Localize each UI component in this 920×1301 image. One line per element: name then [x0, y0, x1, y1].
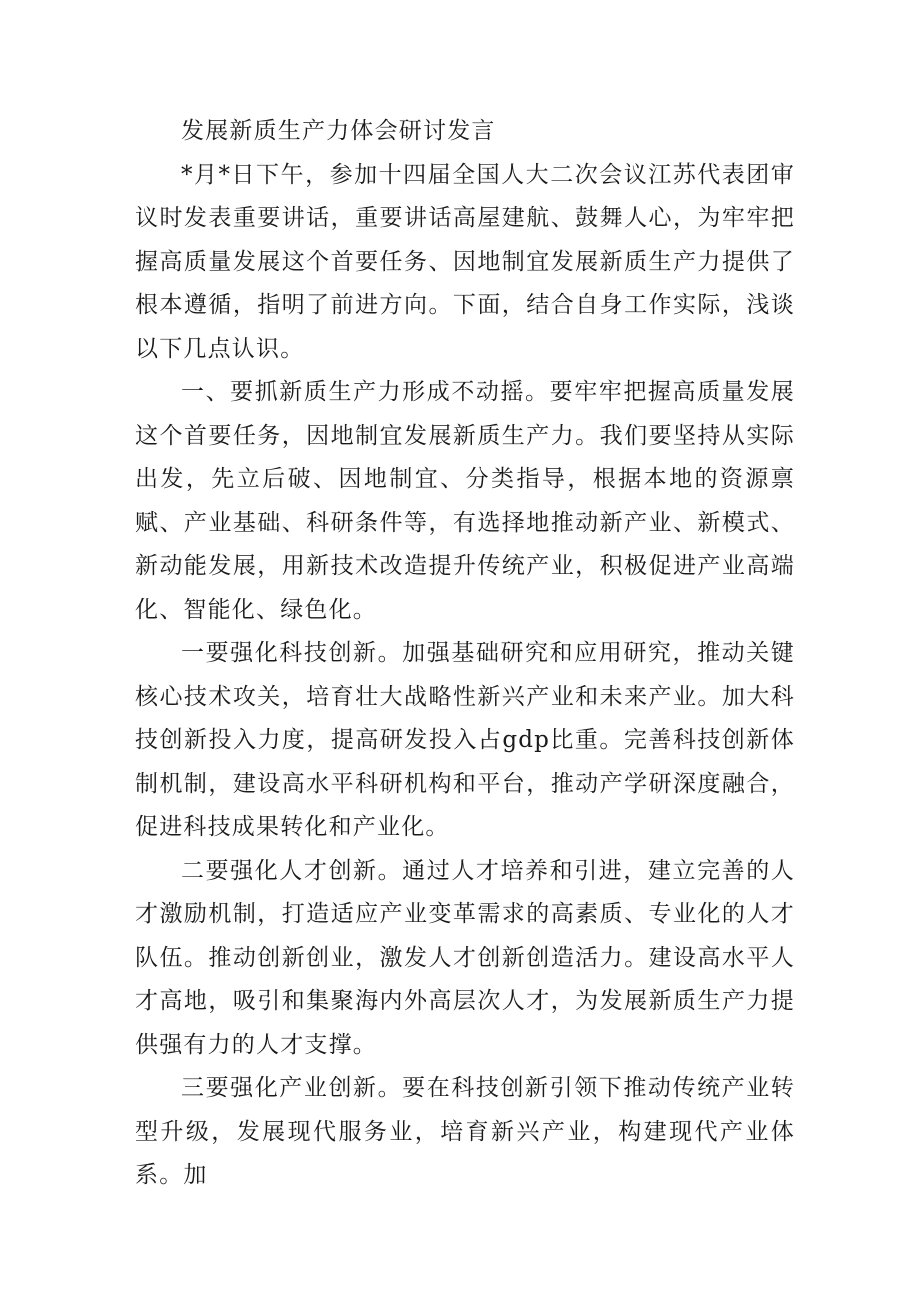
- paragraph-industry-innovation: 三要强化产业创新。要在科技创新引领下推动传统产业转型升级，发展现代服务业，培育新兴产业，构建现代产业体系。加: [135, 1075, 795, 1188]
- paragraph-intro: *月*日下午，参加十四届全国人大二次会议江苏代表团审议时发表重要讲话，重要讲话高屋建航、鼓舞人心，为牢牢把握高质量发展这个首要任务、因地制宜发展新质生产力提供了根本遵循，指明了前进方向。下面，结合自身工作实际，浅谈以下几点认识。: [135, 161, 795, 362]
- paragraph-tech-innovation: 一要强化科技创新。加强基础研究和应用研究，推动关键核心技术攻关，培育壮大战略性新兴产业和未来产业。加大科技创新投入力度，提高研发投入占gdp比重。完善科技创新体制机制，建设高水平科研机构和平台，推动产学研深度融合，促进科技成果转化和产业化。: [135, 640, 795, 840]
- document-title: 发展新质生产力体会研讨发言: [181, 118, 496, 144]
- paragraph-talent-innovation: 二要强化人才创新。通过人才培养和引进，建立完善的人才激励机制，打造适应产业变革需求的高素质、专业化的人才队伍。推动创新创业，激发人才创新创造活力。建设高水平人才高地，吸引和集聚海内外高层次人才，为发展新质生产力提供强有力的人才支撑。: [135, 857, 795, 1058]
- document-body: [135, 110, 795, 1198]
- paragraph-section-one: 一、要抓新质生产力形成不动摇。要牢牢把握高质量发展这个首要任务，因地制宜发展新质生产力。我们要坚持从实际出发，先立后破、因地制宜、分类指导，根据本地的资源禀赋、产业基础、科研条件等，有选择地推动新产业、新模式、新动能发展，用新技术改造提升传统产业，积极促进产业高端化、智能化、绿色化。: [135, 379, 795, 623]
